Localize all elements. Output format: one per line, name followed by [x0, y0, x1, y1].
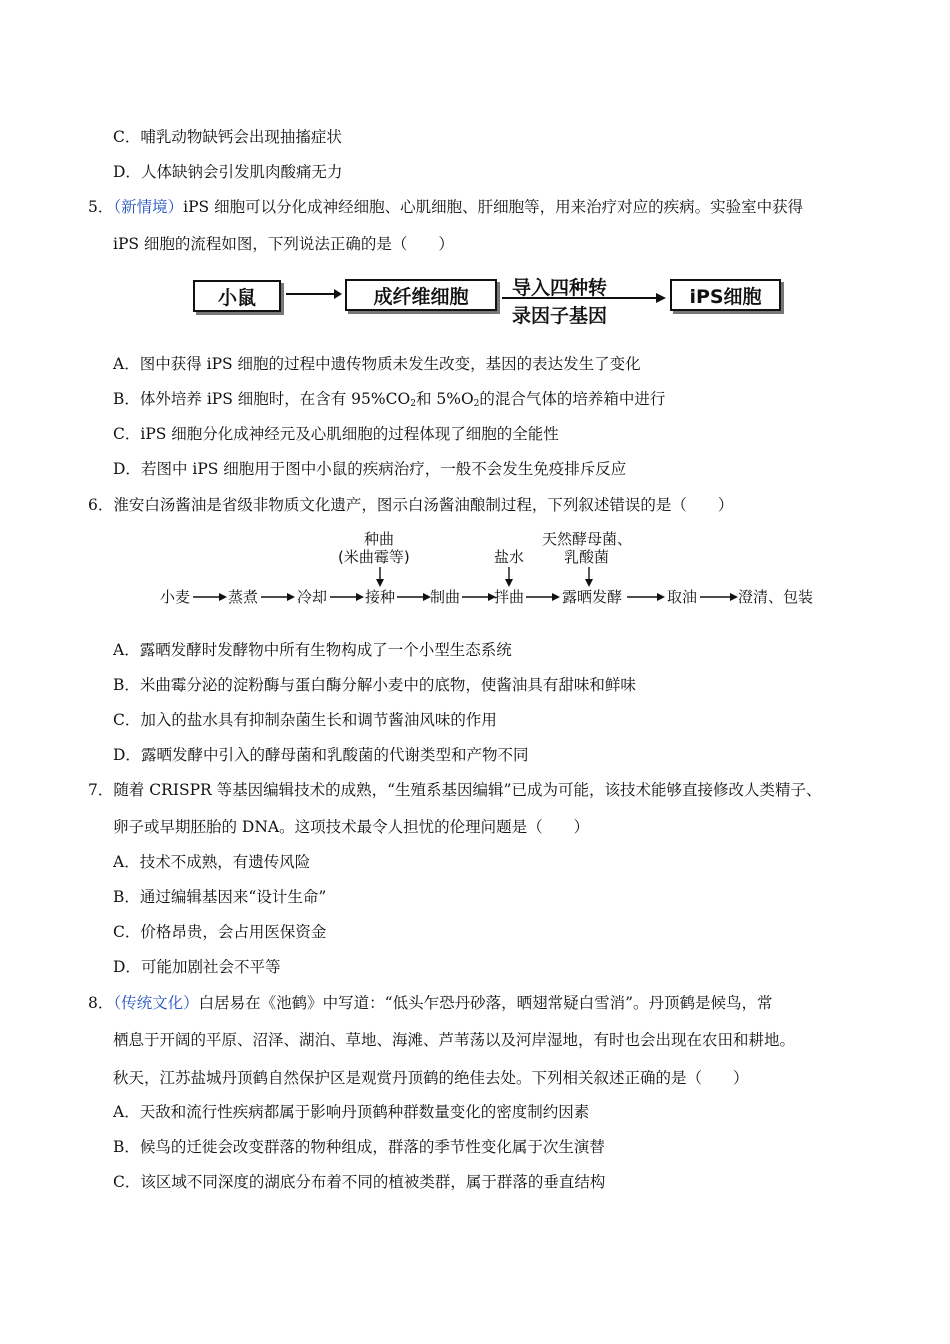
q8-option-c	[113, 1172, 605, 1192]
question-number: 7．	[88, 781, 114, 799]
question-stem: 白居易在《池鹤》中写道：“低头乍恐丹砂落，晒翅常疑白雪消”。丹顶鹤是候鸟，常	[198, 994, 773, 1012]
q6-option-c	[113, 710, 497, 730]
option-label: C．	[113, 425, 141, 443]
question-stem: 秋天，江苏盐城丹顶鹤自然保护区是观赏丹顶鹤的绝佳去处。下列相关叙述正确的是（ ）	[113, 1069, 749, 1087]
option-label: B．	[113, 390, 140, 408]
step-mix: 拌曲	[494, 588, 525, 606]
option-text: 露晒发酵时发酵物中所有生物构成了一个小型生态系统	[139, 641, 512, 659]
step-cool: 冷却	[297, 588, 328, 606]
question-stem: iPS 细胞可以分化成神经细胞、心肌细胞、肝细胞等，用来治疗对应的疾病。实验室中获得	[183, 198, 804, 216]
option-label: C．	[113, 711, 141, 729]
option-text: 该区域不同深度的湖底分布着不同的植被类群，属于群落的垂直结构	[140, 1173, 606, 1191]
option-text-pre: 体外培养 iPS 细胞时，在含有 95%CO	[139, 390, 411, 408]
input-microbes-line1: 天然酵母菌、	[542, 530, 633, 548]
option-text: 加入的盐水具有抑制杂菌生长和调节酱油风味的作用	[140, 711, 497, 729]
option-text: 人体缺钠会引发肌肉酸痛无力	[140, 163, 343, 181]
option-label: A．	[113, 853, 140, 871]
option-label: D．	[113, 746, 141, 764]
q7-stem-line2	[113, 817, 589, 837]
flow-box-label: iPS细胞	[689, 285, 762, 308]
option-text: 哺乳动物缺钙会出现抽搐症状	[140, 128, 342, 146]
option-label: B．	[113, 676, 140, 694]
option-text-mid: 和 5%O	[415, 390, 474, 408]
input-koji-line2: (米曲霉等)	[338, 548, 410, 566]
input-microbes-line2: 乳酸菌	[564, 548, 610, 566]
flow-box-label: 小鼠	[217, 286, 256, 309]
input-brine: 盐水	[494, 548, 525, 566]
q6-option-d	[113, 745, 528, 765]
q8-stem-line1	[88, 993, 773, 1013]
option-label: C．	[113, 923, 141, 941]
input-koji-line1: 种曲	[364, 530, 395, 548]
option-text: 米曲霉分泌的淀粉酶与蛋白酶分解小麦中的底物，使酱油具有甜味和鲜味	[139, 676, 636, 694]
q8-stem-line3	[113, 1068, 749, 1088]
option-label: D．	[113, 958, 141, 976]
step-sun-ferment: 露晒发酵	[562, 588, 623, 606]
question-number: 5．	[88, 198, 114, 216]
q7-option-b	[113, 887, 326, 907]
step-inoculate: 接种	[365, 588, 396, 606]
step-arrow	[699, 591, 739, 603]
q8-stem-line2	[113, 1030, 795, 1050]
option-text: 天敌和流行性疾病都属于影响丹顶鹤种群数量变化的密度制约因素	[139, 1103, 590, 1121]
option-label: C．	[113, 1173, 141, 1191]
step-steam: 蒸煮	[228, 588, 259, 606]
q7-stem-line1	[88, 780, 821, 800]
q6-option-a	[113, 640, 512, 660]
option-text: 候鸟的迁徙会改变群落的物种组成，群落的季节性变化属于次生演替	[139, 1138, 605, 1156]
step-arrow	[329, 591, 365, 603]
step-arrow	[525, 591, 561, 603]
option-label: A．	[113, 355, 140, 373]
step-clarify-pack: 澄清、包装	[738, 588, 814, 606]
subscript: 2	[410, 399, 416, 409]
question-number: 8．	[88, 994, 114, 1012]
option-text: iPS 细胞分化成神经元及心肌细胞的过程体现了细胞的全能性	[140, 425, 559, 443]
option-label: A．	[113, 641, 140, 659]
step-arrow	[396, 591, 432, 603]
option-text-post: 的混合气体的培养箱中进行	[479, 390, 666, 408]
option-text: 若图中 iPS 细胞用于图中小鼠的疾病治疗，一般不会发生免疫排斥反应	[140, 460, 627, 478]
option-label: C．	[113, 128, 141, 146]
question-tag: （新情境）	[113, 198, 184, 216]
input-arrows	[0, 0, 950, 620]
question-stem: 淮安白汤酱油是省级非物质文化遗产，图示白汤酱油酿制过程，下列叙述错误的是（ ）	[113, 496, 734, 514]
q8-option-a	[113, 1102, 589, 1122]
flow-box-label: 成纤维细胞	[373, 285, 469, 308]
question-stem: 栖息于开阔的平原、沼泽、湖泊、草地、海滩、芦苇荡以及河岸湿地，有时也会出现在农田和耕地。	[113, 1031, 796, 1049]
option-label: B．	[113, 888, 140, 906]
question-number: 6．	[88, 496, 114, 514]
option-text: 图中获得 iPS 细胞的过程中遗传物质未发生改变，基因的表达发生了变化	[139, 355, 641, 373]
option-text: 露晒发酵中引入的酵母菌和乳酸菌的代谢类型和产物不同	[140, 746, 529, 764]
step-arrow	[461, 591, 497, 603]
flow-arrow-label-bottom: 录因子基因	[512, 305, 608, 327]
option-label: B．	[113, 1138, 140, 1156]
step-extract-oil: 取油	[667, 588, 698, 606]
step-arrow	[260, 591, 296, 603]
q6-option-b	[113, 675, 636, 695]
subscript: 2	[473, 399, 480, 409]
question-stem: iPS 细胞的流程如图，下列说法正确的是（ ）	[113, 235, 454, 253]
q7-option-a	[113, 852, 310, 872]
question-stem: 卵子或早期胚胎的 DNA。这项技术最令人担忧的伦理问题是（ ）	[113, 818, 590, 836]
q8-option-b	[113, 1137, 605, 1157]
option-label: D．	[113, 460, 141, 478]
step-arrow	[192, 591, 228, 603]
question-stem: 随着 CRISPR 等基因编辑技术的成熟，“生殖系基因编辑”已成为可能，该技术能够直接修改人类精子、	[113, 781, 822, 799]
step-make-koji: 制曲	[430, 588, 461, 606]
option-label: D．	[113, 163, 141, 181]
step-arrow	[626, 591, 666, 603]
option-text: 价格昂贵，会占用医保资金	[140, 923, 327, 941]
option-label: A．	[113, 1103, 140, 1121]
option-text: 通过编辑基因来“设计生命”	[139, 888, 327, 906]
flow-arrow-label-top: 导入四种转	[512, 277, 608, 299]
option-text: 可能加剧社会不平等	[140, 958, 281, 976]
q7-option-d	[113, 957, 280, 977]
option-text: 技术不成熟，有遗传风险	[139, 853, 311, 871]
question-tag: （传统文化）	[113, 994, 199, 1012]
q7-option-c	[113, 922, 326, 942]
step-wheat: 小麦	[160, 588, 191, 606]
